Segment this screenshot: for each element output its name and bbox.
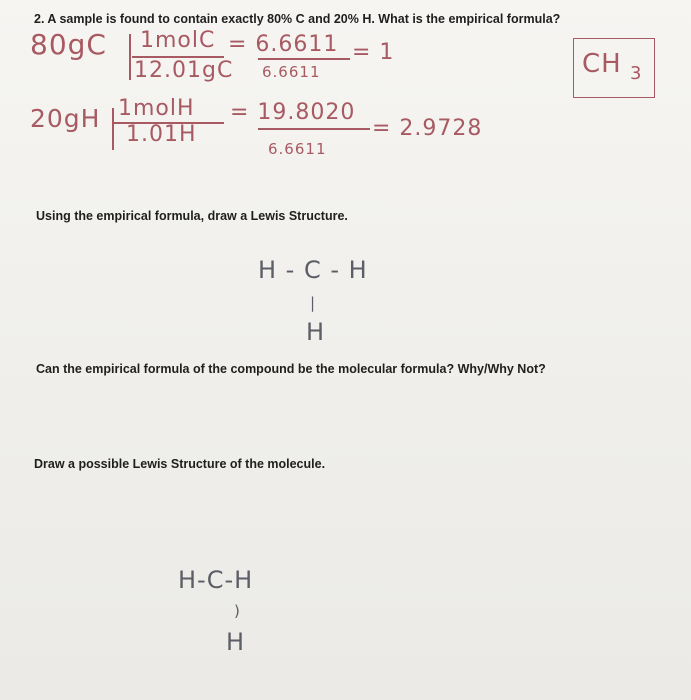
lewis-structure-2-bottom-h: H (226, 628, 246, 656)
hydrogen-mol-result: = 19.8020 (230, 100, 356, 125)
lewis-structure-1-row: H - C - H (258, 256, 368, 284)
empirical-formula-ch: CH (582, 49, 622, 79)
question-lewis-structure: Using the empirical formula, draw a Lewis Structure. (36, 209, 348, 223)
lewis-structure-1-bond: | (310, 294, 317, 312)
hydrogen-divisor: 6.6611 (268, 140, 327, 158)
carbon-vertical-bar (129, 34, 131, 80)
lewis-structure-2-bond: ) (234, 602, 241, 620)
carbon-result-bar (258, 58, 350, 60)
hydrogen-mol-denominator: 1.01H (126, 122, 197, 147)
lewis-structure-1-bottom-h: H (306, 318, 326, 346)
carbon-ratio: = 1 (352, 40, 395, 65)
carbon-mol-denominator: 12.01gC (134, 58, 234, 83)
question-empirical-formula: 2. A sample is found to contain exactly 80% C and 20% H. What is the empirical formula? (34, 12, 561, 26)
hydrogen-vertical-bar (112, 108, 114, 150)
carbon-mass-handwritten: 80gC (30, 28, 107, 61)
hydrogen-mol-numerator: 1molH (118, 96, 195, 121)
empirical-formula-subscript: 3 (630, 63, 643, 84)
question-molecular-formula: Can the empirical formula of the compound be the molecular formula? Why/Why Not? (36, 362, 546, 376)
hydrogen-mass-handwritten: 20gH (30, 104, 101, 133)
hydrogen-ratio: = 2.9728 (372, 116, 483, 141)
carbon-mol-result: = 6.6611 (228, 32, 339, 57)
lewis-structure-2-row: H-C-H (178, 566, 254, 594)
question-possible-lewis-structure: Draw a possible Lewis Structure of the molecule. (34, 457, 326, 471)
empirical-formula-answer-box (573, 38, 655, 98)
hydrogen-result-bar (258, 128, 370, 130)
carbon-divisor: 6.6611 (262, 63, 321, 81)
carbon-mol-numerator: 1molC (140, 28, 216, 53)
